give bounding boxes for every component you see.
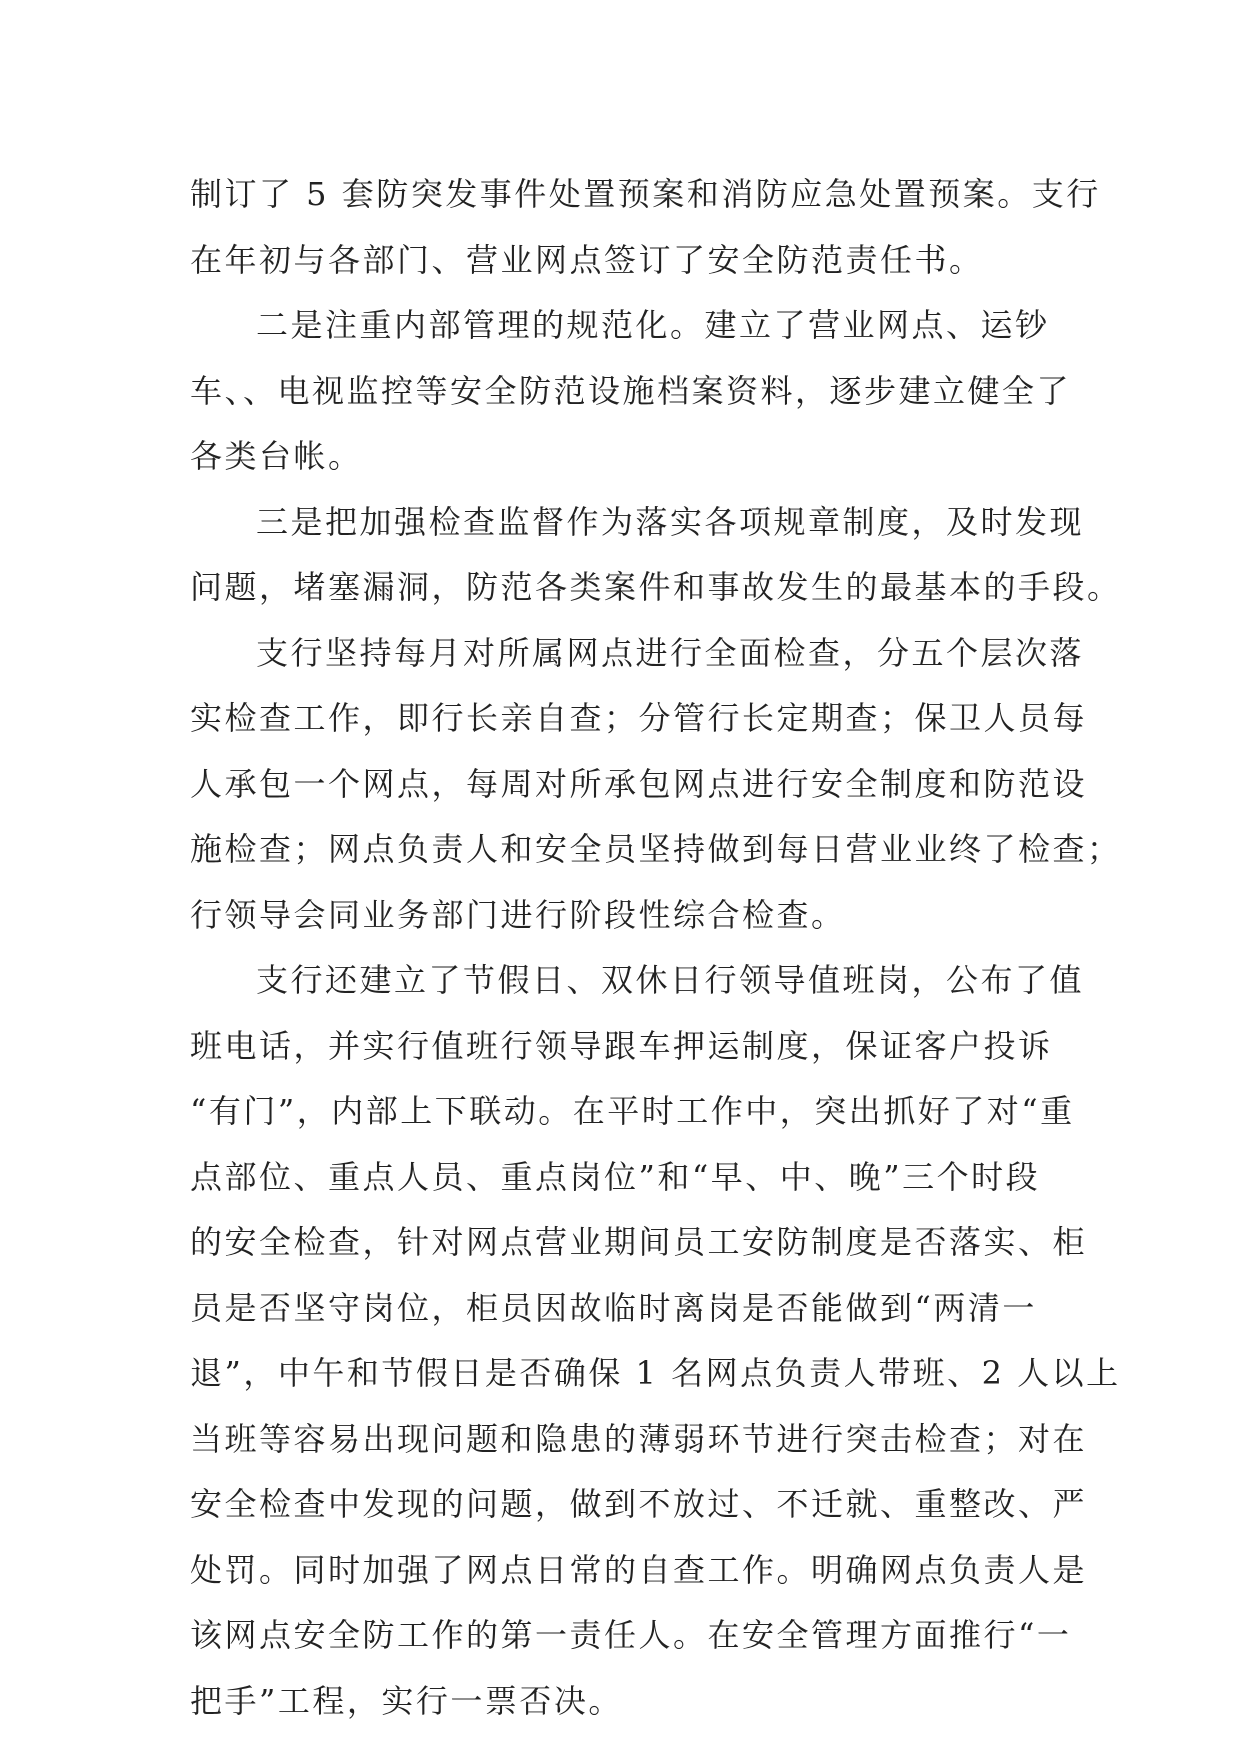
- text-line: 处罚。同时加强了网点日常的自查工作。明确网点负责人是: [190, 1550, 1088, 1589]
- text-line: 退”，中午和节假日是否确保 1 名网点负责人带班、2 人以上: [190, 1354, 1121, 1392]
- text-line: 支行还建立了节假日、双休日行领导值班岗，公布了值: [256, 961, 1085, 999]
- text-line: 制订了 5 套防突发事件处置预案和消防应急处置预案。支行: [190, 175, 1101, 213]
- text-line: 点部位、重点人员、重点岗位”和“早、中、晚”三个时段: [190, 1157, 1041, 1196]
- text-line: 在年初与各部门、营业网点签订了安全防范责任书。: [190, 240, 984, 279]
- text-line: 员是否坚守岗位，柜员因故临时离岗是否能做到“两清一: [190, 1288, 1037, 1327]
- text-line: 支行坚持每月对所属网点进行全面检查，分五个层次落: [256, 633, 1085, 672]
- text-line: 三是把加强检查监督作为落实各项规章制度，及时发现: [256, 502, 1085, 541]
- body-text: [190, 162, 1122, 1734]
- text-line: 人承包一个网点，每周对所承包网点进行安全制度和防范设: [190, 764, 1088, 803]
- text-line: 各类台帐。: [190, 437, 363, 475]
- text-line: “有门”，内部上下联动。在平时工作中，突出抓好了对“重: [190, 1092, 1075, 1130]
- text-line: 车、、电视监控等安全防范设施档案资料，逐步建立健全了: [190, 371, 1072, 410]
- text-line: 问题，堵塞漏洞，防范各类案件和事故发生的最基本的手段。: [190, 568, 1122, 606]
- text-line: 班电话，并实行值班行领导跟车押运制度，保证客户投诉: [190, 1026, 1053, 1065]
- text-line: 施检查；网点负责人和安全员坚持做到每日营业业终了检查；: [190, 830, 1122, 868]
- text-line: 二是注重内部管理的规范化。建立了营业网点、运钞: [256, 306, 1050, 344]
- text-line: 行领导会同业务部门进行阶段性综合检查。: [190, 895, 846, 934]
- text-line: 把手”工程，实行一票否决。: [190, 1681, 623, 1720]
- text-line: 当班等容易出现问题和隐患的薄弱环节进行突击检查；对在: [190, 1419, 1088, 1458]
- text-line: 该网点安全防工作的第一责任人。在安全管理方面推行“一: [190, 1616, 1072, 1654]
- text-line: 安全检查中发现的问题，做到不放过、不迁就、重整改、严: [190, 1485, 1088, 1523]
- text-line: 实检查工作，即行长亲自查；分管行长定期查；保卫人员每: [190, 699, 1088, 737]
- text-line: 的安全检查，针对网点营业期间员工安防制度是否落实、柜: [190, 1223, 1088, 1261]
